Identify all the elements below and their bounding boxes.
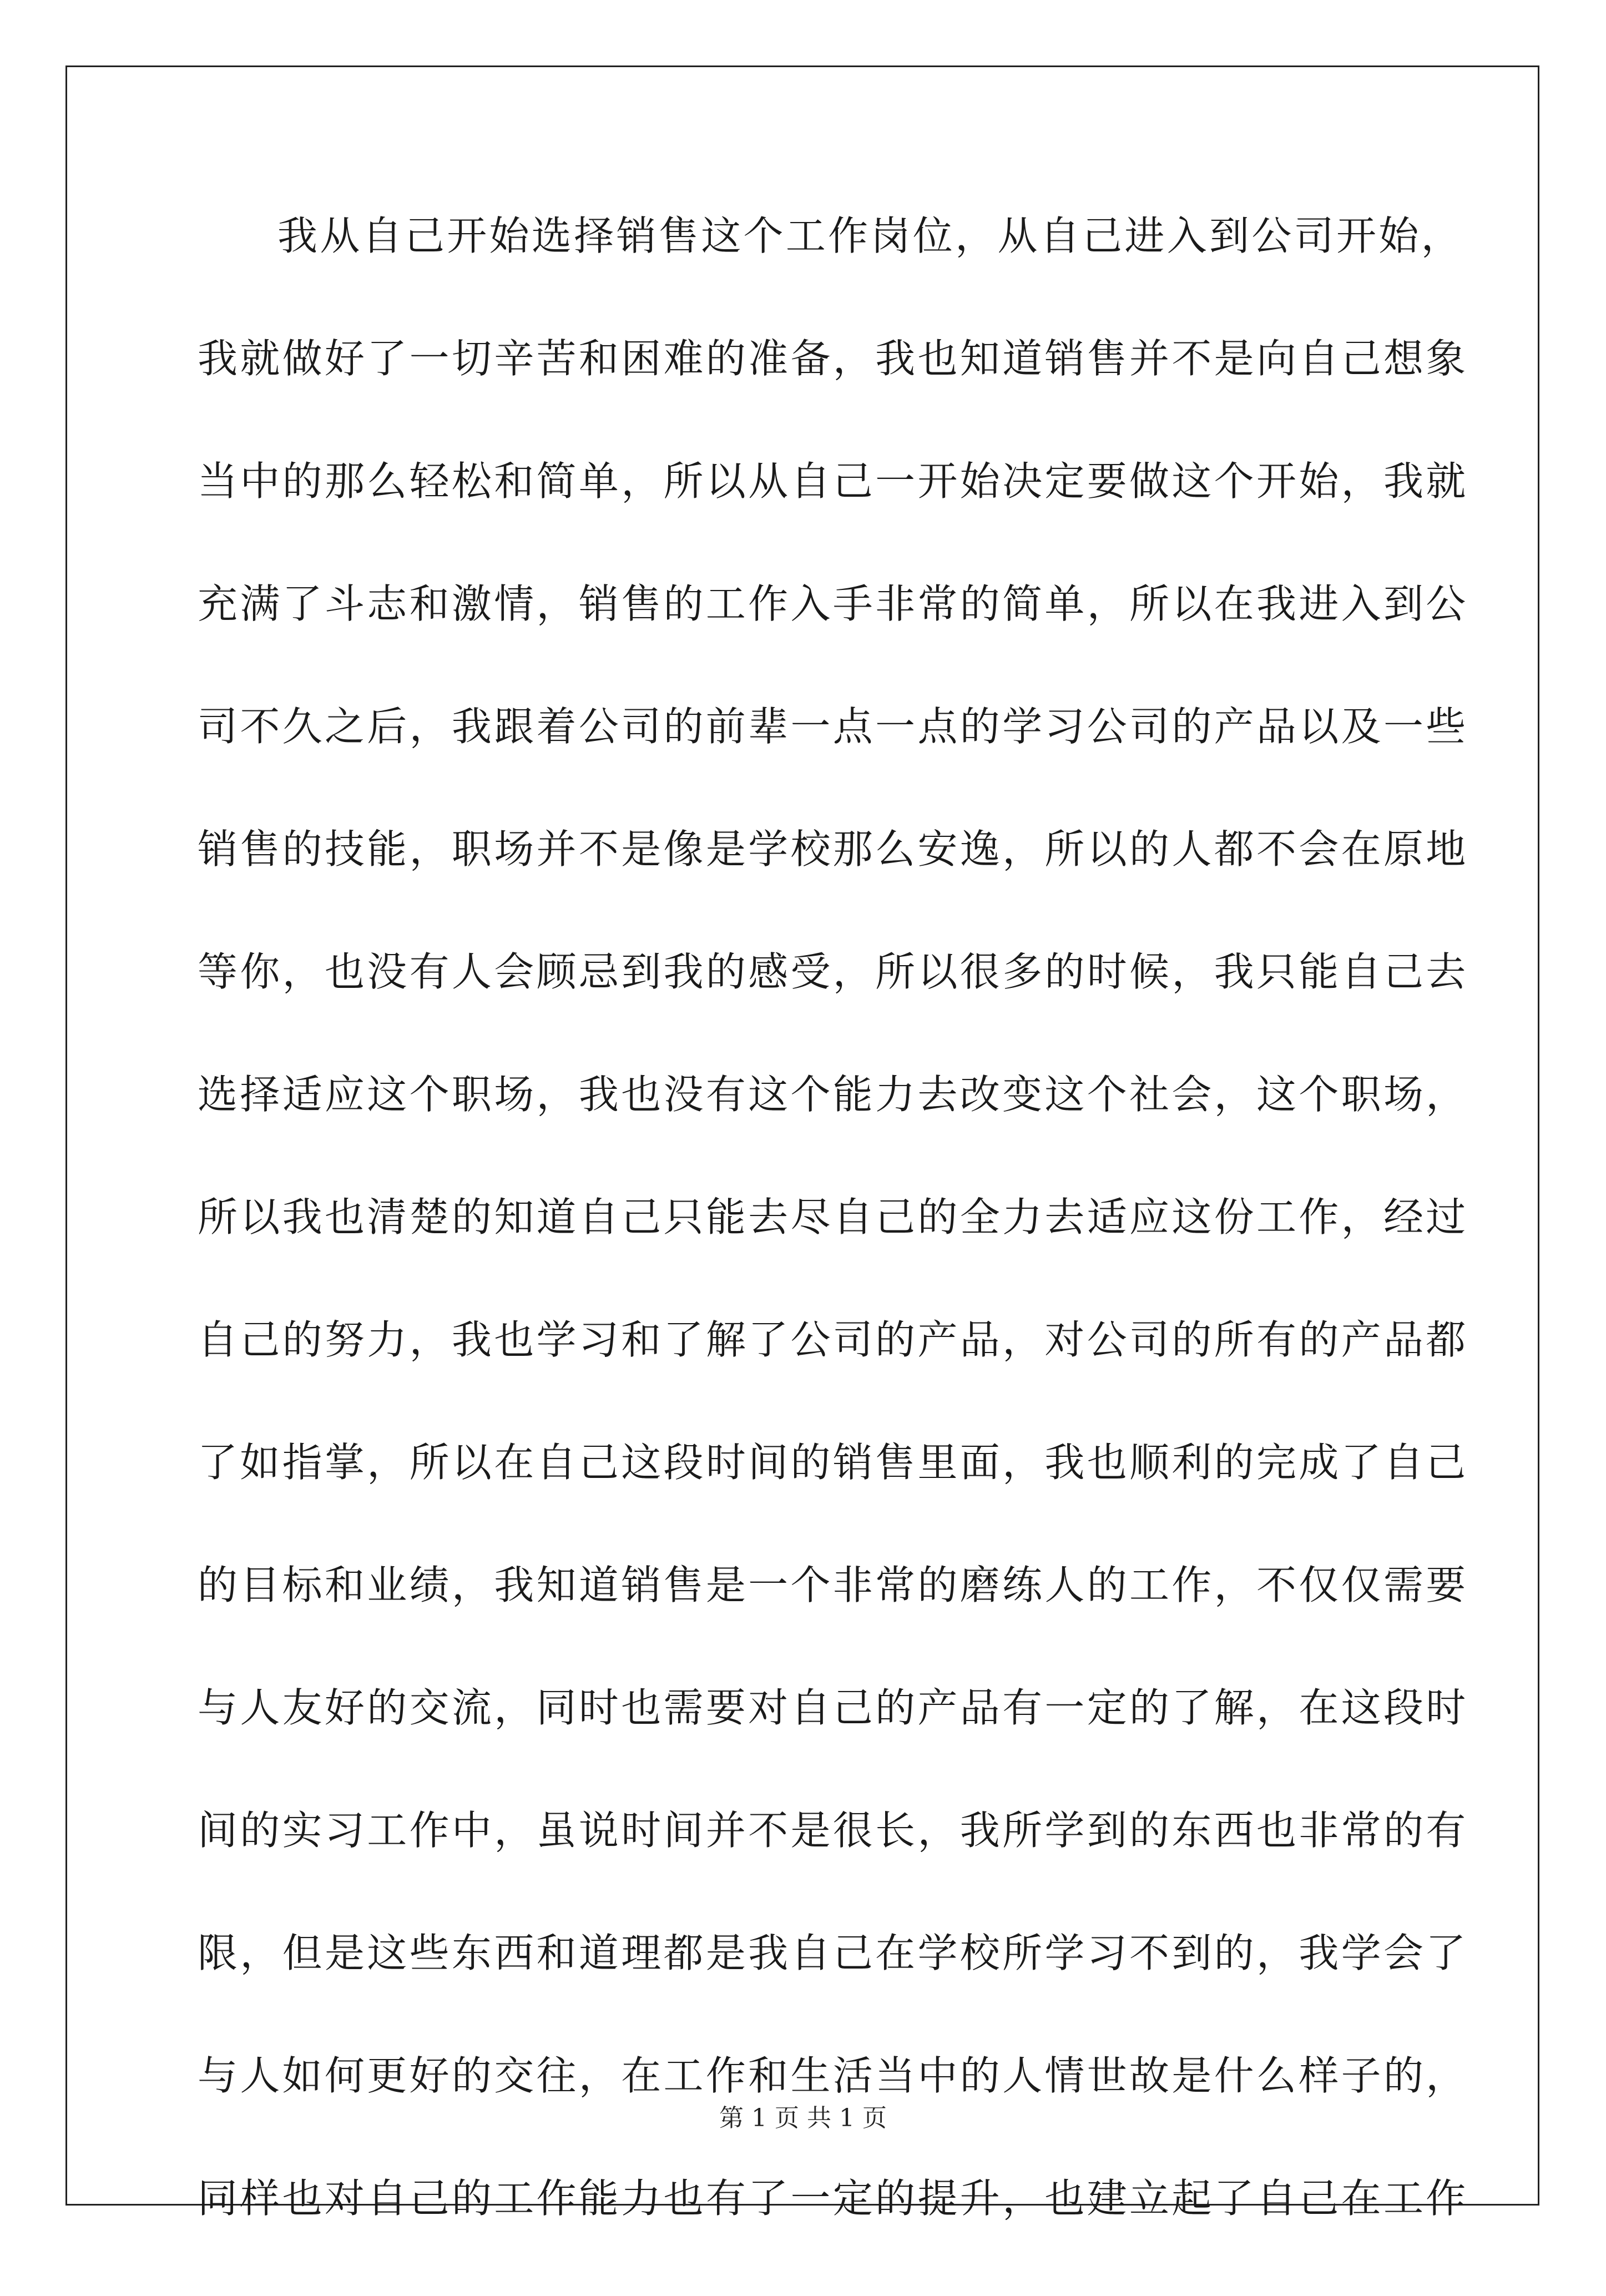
paragraph-line: 所以我也清楚的知道自己只能去尽自己的全力去适应这份工作，经过 (198, 1194, 1468, 1240)
paragraph-line: 限，但是这些东西和道理都是我自己在学校所学习不到的，我学会了 (198, 1930, 1468, 1976)
paragraph-line: 销售的技能，职场并不是像是学校那么安逸，所以的人都不会在原地 (198, 826, 1468, 872)
paragraph-line: 与人如何更好的交往，在工作和生活当中的人情世故是什么样子的， (198, 2052, 1468, 2099)
paragraph-line: 与人友好的交流，同时也需要对自己的产品有一定的了解，在这段时 (198, 1684, 1468, 1731)
paragraph-line: 的目标和业绩，我知道销售是一个非常的磨练人的工作，不仅仅需要 (198, 1562, 1468, 1608)
paragraph-line: 充满了斗志和激情，销售的工作入手非常的简单，所以在我进入到公 (198, 581, 1468, 627)
paragraph-line: 选择适应这个职场，我也没有这个能力去改变这个社会，这个职场， (198, 1071, 1468, 1118)
paragraph-line: 间的实习工作中，虽说时间并不是很长，我所学到的东西也非常的有 (198, 1807, 1468, 1854)
paragraph-line: 自己的努力，我也学习和了解了公司的产品，对公司的所有的产品都 (198, 1316, 1468, 1363)
paragraph-line: 我从自己开始选择销售这个工作岗位，从自己进入到公司开始， (277, 213, 1463, 259)
paragraph-line: 等你，也没有人会顾忌到我的感受，所以很多的时候，我只能自己去 (198, 948, 1468, 995)
paragraph-line: 司不久之后，我跟着公司的前辈一点一点的学习公司的产品以及一些 (198, 703, 1468, 750)
body-paragraph (198, 211, 1468, 2296)
paragraph-line: 当中的那么轻松和简单，所以从自己一开始决定要做这个开始，我就 (198, 458, 1468, 504)
paragraph-line: 我就做好了一切辛苦和困难的准备，我也知道销售并不是向自己想象 (198, 335, 1468, 382)
page-number-footer: 第 1 页 共 1 页 (719, 2104, 887, 2132)
paragraph-line: 了如指掌，所以在自己这段时间的销售里面，我也顺利的完成了自己 (198, 1439, 1468, 1486)
paragraph-line: 同样也对自己的工作能力也有了一定的提升，也建立起了自己在工作 (198, 2175, 1468, 2222)
